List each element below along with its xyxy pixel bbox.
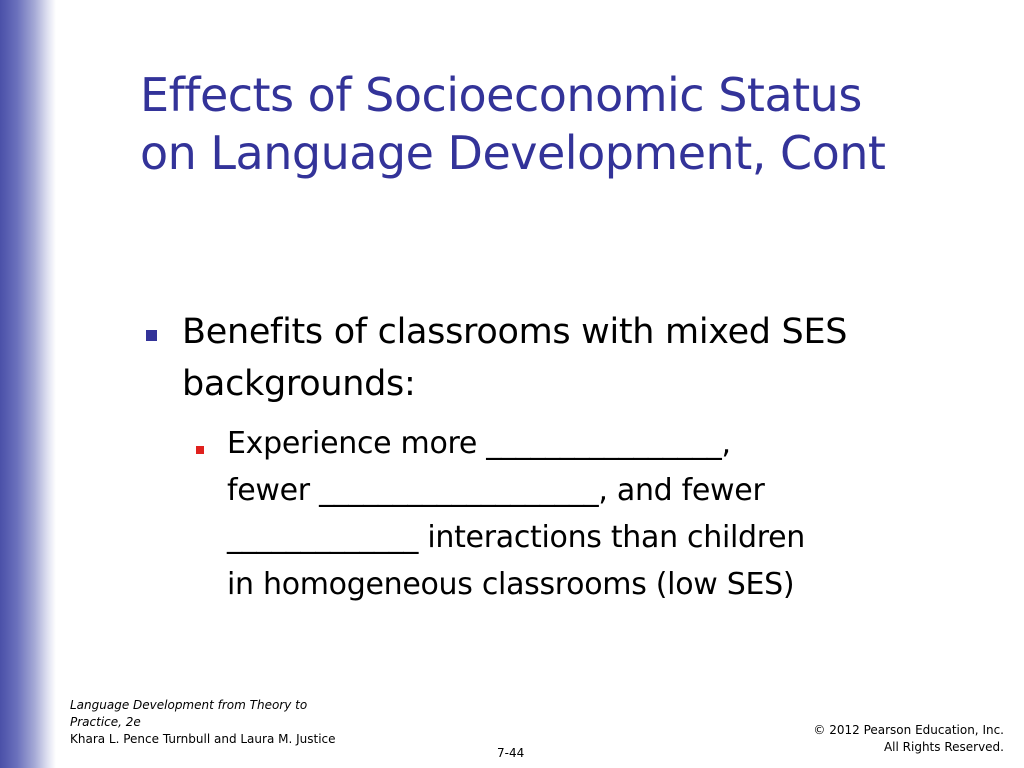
footer-copyright-line: © 2012 Pearson Education, Inc. [813, 723, 1004, 737]
sub-bullet-text [227, 420, 987, 608]
sub-bullet-line-3: _____________ interactions than children [227, 520, 806, 555]
footer-copyright [744, 722, 1004, 756]
footer-rights-line: All Rights Reserved. [883, 740, 1004, 754]
bullet-line-1: Benefits of classrooms with mixed SES [182, 312, 848, 352]
sub-bullet-line-2: fewer ___________________, and fewer [227, 473, 765, 508]
slide-title [140, 66, 1000, 182]
page-number: 7-44 [497, 746, 525, 760]
footer-book-title-line-2: Practice, 2e [70, 715, 141, 729]
sub-bullet-line-1: Experience more ________________, [227, 426, 731, 461]
side-gradient-bar [0, 0, 56, 768]
bullet-text [182, 306, 982, 410]
small-square-bullet-icon [196, 446, 204, 454]
footer-book-title-line-1: Language Development from Theory to [70, 698, 308, 712]
bullet-line-2: backgrounds: [182, 364, 416, 404]
footer-authors: Khara L. Pence Turnbull and Laura M. Justice [70, 732, 336, 746]
footer-book-info [70, 697, 370, 748]
sub-bullet-line-4: in homogeneous classrooms (low SES) [227, 567, 795, 602]
slide-title-line-2: on Language Development, Cont [140, 126, 886, 180]
slide-title-line-1: Effects of Socioeconomic Status [140, 68, 862, 122]
square-bullet-icon [146, 330, 157, 341]
